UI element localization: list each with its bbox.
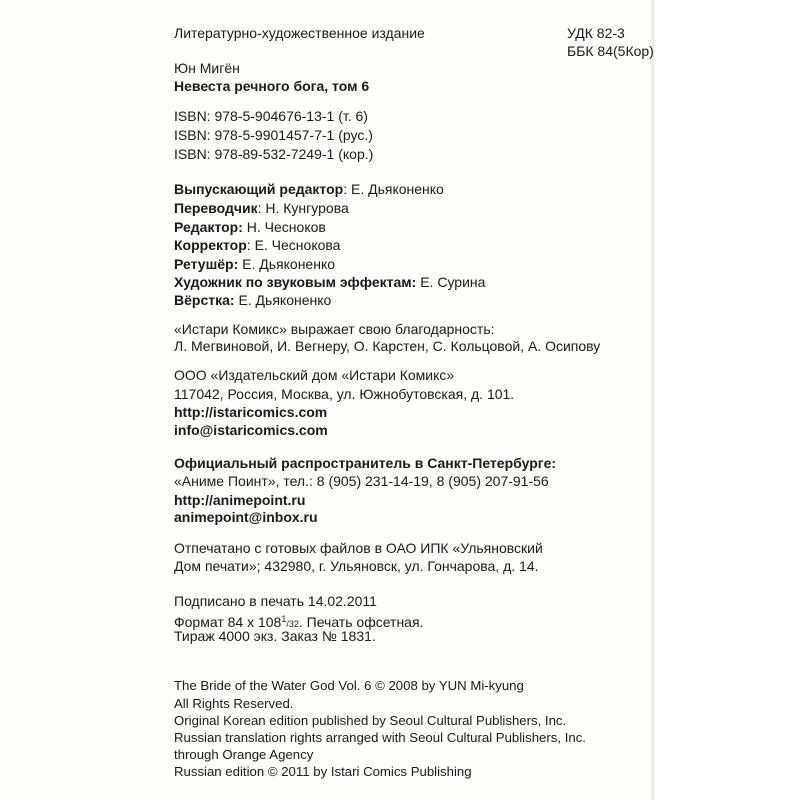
isbn-russian: ISBN: 978-5-9901457-7-1 (рус.) — [174, 127, 373, 143]
credit-name: Е. Чеснокова — [254, 237, 341, 253]
bbk-code: ББК 84(5Кор) — [567, 43, 654, 59]
printing-line-2: Дом печати»; 432980, г. Ульяновск, ул. Гончарова, д. 14. — [174, 558, 539, 574]
copyright-line: Russian edition © 2011 by Istari Comics Publishing — [174, 764, 472, 779]
copyright-line: through Orange Agency — [174, 747, 314, 762]
credit-role: Выпускающий редактор — [174, 181, 344, 197]
thanks-intro: «Истари Комикс» выражает свою благодарность: — [174, 321, 495, 337]
credit-line — [174, 255, 335, 273]
credit-role: Художник по звуковым эффектам: — [174, 274, 417, 290]
printing-line-1: Отпечатано с готовых файлов в ОАО ИПК «Ульяновский — [174, 540, 543, 556]
distributor-contact: «Аниме Поинт», тел.: 8 (905) 231-14-19, 8 (905) 207-91-56 — [174, 473, 549, 489]
credit-name: Н. Кунгурова — [265, 200, 349, 216]
credit-role: Корректор — [174, 237, 247, 253]
udk-code: УДК 82-3 — [567, 25, 625, 41]
distributor-email: animepoint@inbox.ru — [174, 509, 318, 525]
credit-name: Е. Дьяконенко — [238, 292, 332, 308]
credit-line — [174, 199, 349, 217]
credit-role: Редактор: — [174, 219, 243, 235]
format-fraction-numerator: 1 — [281, 614, 287, 624]
credit-name: Е. Сурина — [420, 274, 486, 290]
credit-line — [174, 273, 485, 291]
isbn-korean: ISBN: 978-89-532-7249-1 (кор.) — [174, 146, 374, 162]
author-name: Юн Мигён — [174, 60, 240, 76]
publisher-email: info@istaricomics.com — [174, 422, 328, 438]
publisher-address: 117042, Россия, Москва, ул. Южнобутовская, д. 101. — [174, 386, 515, 402]
credit-line — [174, 180, 444, 198]
credit-role: Вёрстка: — [174, 292, 235, 308]
credit-name: Е. Дьяконенко — [242, 256, 336, 272]
credit-line — [174, 218, 326, 236]
thanks-names: Л. Мегвиновой, И. Вегнеру, О. Карстен, С. Кольцовой, А. Осипову — [174, 338, 601, 354]
credit-sep: : — [246, 237, 255, 253]
format-suffix: . Печать офсетная. — [298, 614, 424, 630]
copyright-line: The Bride of the Water God Vol. 6 © 2008 by YUN Mi-kyung — [174, 678, 524, 693]
isbn-volume: ISBN: 978-5-904676-13-1 (т. 6) — [174, 108, 368, 124]
distributor-heading: Официальный распространитель в Санкт-Петербурге: — [174, 455, 557, 471]
book-title: Невеста речного бога, том 6 — [174, 78, 370, 94]
credit-line — [174, 236, 340, 254]
publisher-url: http://istaricomics.com — [174, 404, 328, 420]
print-run: Тираж 4000 экз. Заказ № 1831. — [174, 628, 376, 644]
edition-type: Литературно-художественное издание — [174, 25, 425, 41]
copyright-line: Original Korean edition published by Seoul Cultural Publishers, Inc. — [174, 713, 567, 728]
credit-sep: : — [257, 200, 266, 216]
credit-sep: : — [343, 181, 351, 197]
credit-name: Е. Дьяконенко — [350, 181, 444, 197]
format-fraction-denominator: /32 — [286, 619, 299, 629]
credit-role: Ретушёр: — [174, 256, 239, 272]
format-prefix: Формат 84 х 108 — [174, 614, 282, 630]
credit-line — [174, 291, 331, 309]
credit-name: Н. Чесноков — [246, 219, 326, 235]
copyright-line: Russian translation rights arranged with Seoul Cultural Publishers, Inc. — [174, 730, 586, 745]
distributor-url: http://animepoint.ru — [174, 492, 306, 508]
signed-date: Подписано в печать 14.02.2011 — [174, 593, 377, 609]
copyright-line: All Rights Reserved. — [174, 696, 294, 711]
publisher-name: ООО «Издательский дом «Истари Комикс» — [174, 367, 455, 383]
page-edge — [651, 0, 655, 800]
credit-role: Переводчик — [174, 200, 258, 216]
